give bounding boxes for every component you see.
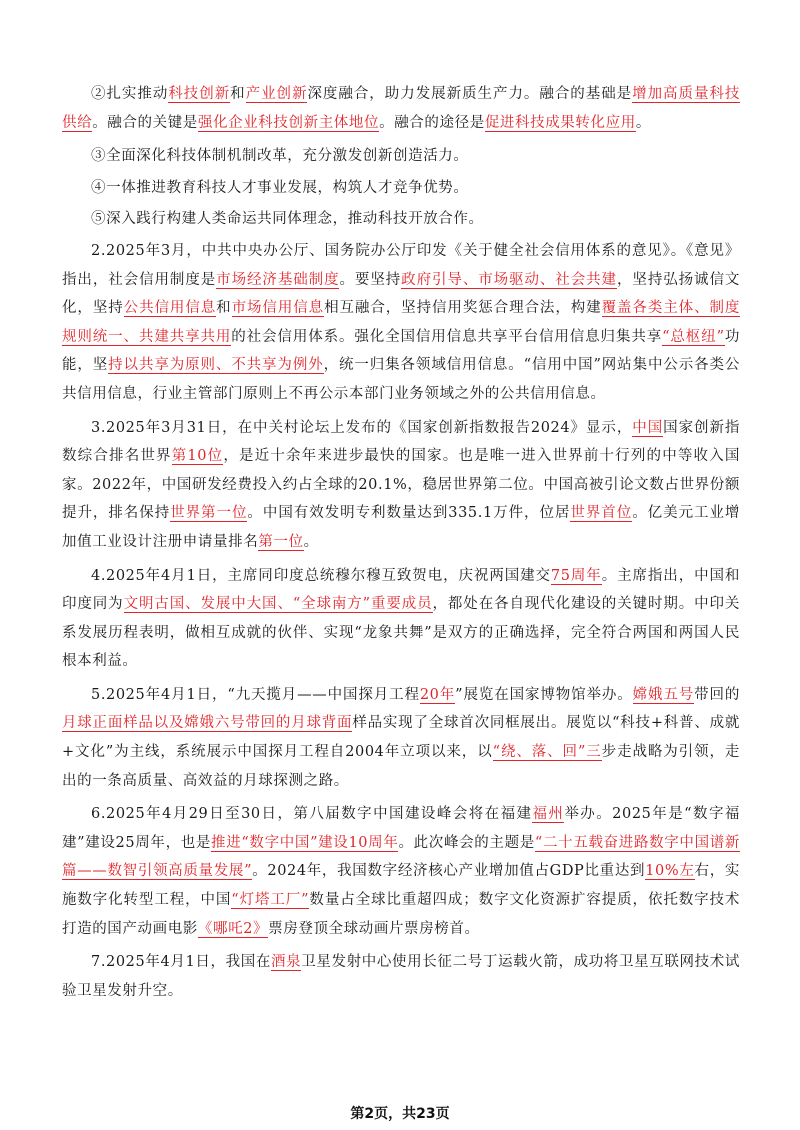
text-run: ，坚持弘扬诚信文化，坚持	[62, 271, 740, 317]
highlighted-keyword: 20年	[419, 686, 456, 703]
text-run: 。主席指出，中国和印度同为	[62, 567, 740, 613]
page-number-footer: 第2页，共23页	[350, 1106, 450, 1122]
paragraph	[62, 681, 740, 795]
text-run: 。融合的关键是	[92, 114, 198, 131]
text-run: 。此次峰会的主题是	[398, 834, 535, 851]
paragraph	[62, 948, 740, 1005]
highlighted-keyword: 科技创新	[168, 86, 231, 102]
highlighted-keyword: 酒泉	[271, 954, 302, 971]
text-run: 。	[303, 533, 319, 550]
text-run: 。	[635, 114, 651, 131]
highlighted-keyword: 世界首位	[570, 505, 633, 522]
highlighted-keyword: 文明古国、发展中大国、“全球南方”重要成员	[123, 596, 433, 613]
text-run: 票房登顶全球动画片票房榜首。	[268, 920, 480, 937]
text-run: 和	[230, 86, 246, 102]
text-run: ”展览在国家博物馆举办。	[455, 686, 633, 703]
highlighted-keyword: 强化企业科技创新主体地位	[197, 114, 380, 131]
highlighted-keyword: 第一位	[258, 533, 304, 550]
text-run: 6.2025年4月29日至30日，第八届数字中国建设峰会将在福建	[91, 806, 533, 823]
text-run: 深度融合，助力发展新质生产力。融合的基础是	[307, 86, 633, 102]
highlighted-keyword: “绕、落、回”三	[492, 744, 602, 761]
text-run: ，都处在各自现代化建设的关键时期。中印关系发展历程表明，做相互成就的伙伴、实现“龙象共舞”是双方的正确选择，完全符合两国和两国人民根本利益。	[62, 596, 740, 670]
text-run: 相互融合，坚持信用奖惩合理合法，构建	[324, 300, 602, 317]
text-run: ，是近十余年来进步最快的国家。也是唯一进入世界前十行列的中等收入国家。2022年，中国研发经费投入约占全球的20.1%，稳居世界第二位。中国高被引论文数占世界份额提升，排名保持	[62, 448, 741, 522]
paragraph	[62, 142, 740, 171]
highlighted-keyword: 市场经济基础制度	[216, 271, 340, 288]
paragraph	[62, 414, 740, 557]
text-run: 的社会信用体系。强化全国信用信息共享平台信用信息归集共享	[231, 328, 663, 345]
text-run: ⑤深入践行构建人类命运共同体理念，推动科技开放合作。	[91, 211, 484, 228]
paragraph	[62, 174, 740, 203]
highlighted-keyword: 公共信用信息	[123, 300, 217, 317]
text-run: 卫星发射中心使用长征二号丁运载火箭，成功将卫星互联网技术试验卫星发射升空。	[62, 954, 741, 999]
highlighted-keyword: 月球正面样品以及嫦娥六号带回的月球背面	[62, 715, 353, 732]
text-run: 。亿美元工业增加值工业设计注册申请量排名	[62, 505, 741, 550]
text-run: 2.2025年3月，中共中央办公厅、国务院办公厅印发《关于健全社会信用体系的意见》。《意见》指出，社会信用制度是	[62, 242, 740, 288]
highlighted-keyword: 增加高质量科技供给	[62, 86, 741, 131]
text-run: ，统一归集各领域信用信息。“信用中国”网站集中公示各类公共信用信息，行业主管部门原则上不再公示本部门业务领域之外的公共信用信息。	[62, 357, 740, 402]
text-run: 数量占全球比重超四成；数字文化资源扩容提质，依托数字技术打造的国产动画电影	[62, 892, 740, 937]
highlighted-keyword: “总枢纽”	[662, 328, 725, 345]
text-run: 功能，坚	[62, 328, 740, 374]
text-run: 国家创新指数综合排名世界	[62, 419, 741, 465]
text-run: 7.2025年4月1日，我国在	[91, 954, 271, 971]
highlighted-keyword: 覆盖各类主体、制度规则统一、共建共享共用	[62, 300, 740, 345]
text-run: 步走战略为引领，走出的一条高质量、高效益的月球探测之路。	[62, 744, 740, 789]
highlighted-keyword: 10%左	[645, 863, 695, 880]
highlighted-keyword: 推进“数字中国”建设10周年	[211, 834, 399, 851]
text-run: 。2024年，我国数字经济核心产业增加值占GDP比重达到	[252, 863, 646, 880]
paragraph	[62, 80, 740, 137]
highlighted-keyword: 产业创新	[245, 86, 308, 102]
document-body	[62, 80, 740, 1005]
highlighted-keyword: 福州	[532, 806, 565, 823]
highlighted-keyword: 政府引导、市场驱动、社会共建	[401, 271, 617, 288]
text-run: 右，实施数字化转型工程，中国	[62, 863, 740, 909]
highlighted-keyword: 《哪吒2》	[197, 920, 269, 937]
text-run: 和	[216, 300, 232, 317]
highlighted-keyword: 第10位	[171, 448, 224, 465]
text-run: 样品实现了全球首次同框展出。展览以“科技+科普、成就+文化”为主线，系统展示中国探月工程自2004年立项以来，以	[62, 715, 740, 761]
paragraph	[62, 205, 740, 234]
highlighted-keyword: 持以共享为原则、不共享为例外	[108, 357, 324, 374]
paragraph	[62, 562, 740, 676]
text-run: 举办。2025年是“数字福建”建设25周年，也是	[62, 806, 741, 851]
highlighted-keyword: 市场信用信息	[231, 300, 325, 317]
text-run: ④一体推进教育科技人才事业发展，构筑人才竞争优势。	[91, 179, 469, 196]
highlighted-keyword: “二十五载奋进路数字中国谱新篇——数智引领高质量发展”	[62, 834, 740, 880]
text-run: 带回的	[694, 686, 740, 703]
paragraph	[62, 237, 740, 409]
text-run: ②扎实推动	[91, 86, 169, 102]
text-run: 。中国有效发明专利数量达到335.1万件，位居	[247, 505, 571, 522]
text-run: 4.2025年4月1日，主席同印度总统穆尔穆互致贺电，庆祝两国建交	[91, 567, 551, 584]
highlighted-keyword: 75周年	[550, 567, 602, 584]
text-run: 。要坚持	[339, 271, 402, 288]
highlighted-keyword: 促进科技成果转化应用	[484, 114, 636, 131]
highlighted-keyword: 嫦娥五号	[632, 686, 695, 703]
paragraph	[62, 800, 740, 943]
text-run: ③全面深化科技体制机制改革，充分激发创新创造活力。	[91, 148, 469, 165]
text-run: 5.2025年4月1日，“九天揽月——中国探月工程	[91, 686, 420, 703]
text-run: 。融合的途径是	[379, 114, 485, 131]
highlighted-keyword: “灯塔工厂”	[231, 892, 310, 909]
text-run: 3.2025年3月31日，在中关村论坛上发布的《国家创新指数报告2024》显示，	[91, 419, 633, 436]
highlighted-keyword: 中国	[632, 419, 664, 436]
highlighted-keyword: 世界第一位	[170, 505, 248, 522]
